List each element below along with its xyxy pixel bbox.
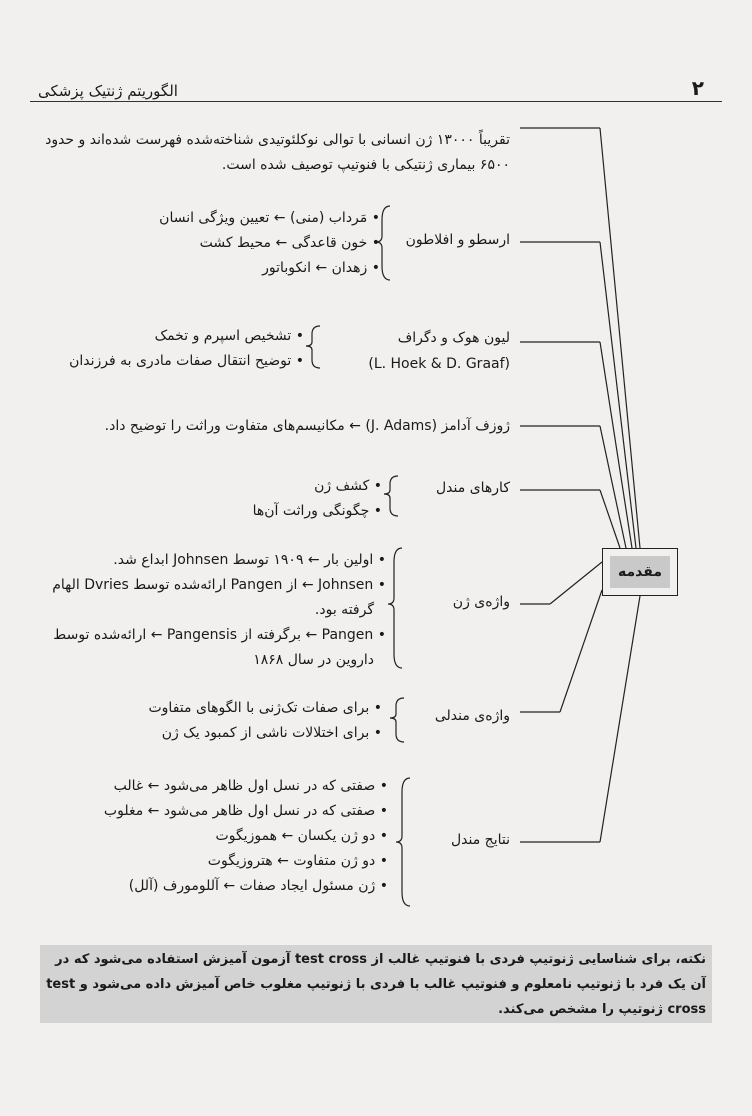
running-header-title: الگوریتم ژنتیک پزشکی <box>38 82 178 100</box>
list-item-continuation: داروین در سال ۱۸۶۸ <box>253 652 374 668</box>
list-item: • خون قاعدگی ← محیط کشت <box>159 231 380 256</box>
list-item: • مَرداب (منی) ← تعیین ویژگی انسان <box>159 206 380 231</box>
list-item: • تشخیص اسپرم و تخمک <box>69 324 304 349</box>
intro-line-2: ۶۵۰۰ بیماری ژنتیکی با فنوتیپ توصیف شده است. <box>221 157 510 173</box>
list-item: • زهدان ← انکوباتور <box>159 256 380 281</box>
list-item: • چگونگی وراثت آن‌ها <box>253 499 382 524</box>
label-mendel-work: کارهای مندل <box>436 480 510 496</box>
note-box <box>40 945 712 1023</box>
list-item: • صفتی که در نسل اول ظاهر می‌شود ← غالب <box>104 774 388 799</box>
brace-mendel-work <box>384 476 398 516</box>
list-aristotle <box>159 206 380 281</box>
note-separator: ، <box>670 952 681 967</box>
label-gene-word: واژه‌ی ژن <box>452 594 510 610</box>
list-item: • دو ژن یکسان ← هموزیگوت <box>104 824 388 849</box>
list-item: • صفتی که در نسل اول ظاهر می‌شود ← مغلوب <box>104 799 388 824</box>
brace-mendel-results <box>396 778 410 906</box>
brace-hoek <box>306 326 320 368</box>
label-hoek-latin: (L. Hoek & D. Graaf) <box>368 356 510 372</box>
list-item: • اولین بار ← ۱۹۰۹ توسط Johnsen ابداع شد. <box>113 552 386 568</box>
list-mendelian-word <box>148 696 382 746</box>
brace-mendelian-word <box>390 698 404 742</box>
list-item: • Johnsen ← از Pangen ارائه‌شده توسط Dvries الهام <box>52 577 386 593</box>
list-mendel-work <box>253 474 382 524</box>
label-hoek: لیون هوک و دگراف <box>397 330 510 346</box>
adams-text: ژوزف آدامز (J. Adams) ← مکانیسم‌های متفاوت وراثت را توضیح داد. <box>104 418 510 434</box>
list-item: • کشف ژن <box>253 474 382 499</box>
list-item: • برای اختلالات ناشی از کمبود یک ژن <box>148 721 382 746</box>
label-mendelian-word: واژه‌ی مندلی <box>434 708 510 724</box>
note-text: برای شناسایی ژنوتیپ فردی با فنوتیپ غالب از test cross آزمون آمیزش استفاده می‌شود که در آن یک فرد با ژنوتیپ نامعلوم و فنوتیپ غالب با فردی با ژنوتیپ مغلوب خاص آمیزش داده می‌شود و test cross ژنوتیپ را مشخص می‌کند. <box>46 952 706 1017</box>
list-gene-word <box>52 548 386 673</box>
note-title: نکته <box>680 952 706 967</box>
label-aristotle: ارسطو و افلاطون <box>405 232 510 248</box>
list-item-continuation: گرفته بود. <box>314 602 374 618</box>
center-node-label: مقدمه <box>610 556 670 588</box>
list-item: • Pangen ← برگرفته از Pangensis ← ارائه‌شده توسط <box>53 627 386 643</box>
page-number: ۲ <box>691 76 704 100</box>
list-item: • دو ژن متفاوت ← هتروزیگوت <box>104 849 388 874</box>
list-item: • برای صفات تک‌ژنی با الگوهای متفاوت <box>148 696 382 721</box>
list-mendel-results <box>104 774 388 899</box>
center-node <box>602 548 678 596</box>
brace-gene-word <box>388 548 402 668</box>
list-item: • ژن مسئول ایجاد صفات ← آللومورف (آلل) <box>104 874 388 899</box>
label-mendel-results: نتایج مندل <box>450 832 510 848</box>
list-item: • توضیح انتقال صفات مادری به فرزندان <box>69 349 304 374</box>
intro-line-1: تقریباً ۱۳۰۰۰ ژن انسانی با توالی نوکلئوتیدی شناخته‌شده فهرست شده‌اند و حدود <box>45 132 510 148</box>
list-hoek <box>69 324 304 374</box>
